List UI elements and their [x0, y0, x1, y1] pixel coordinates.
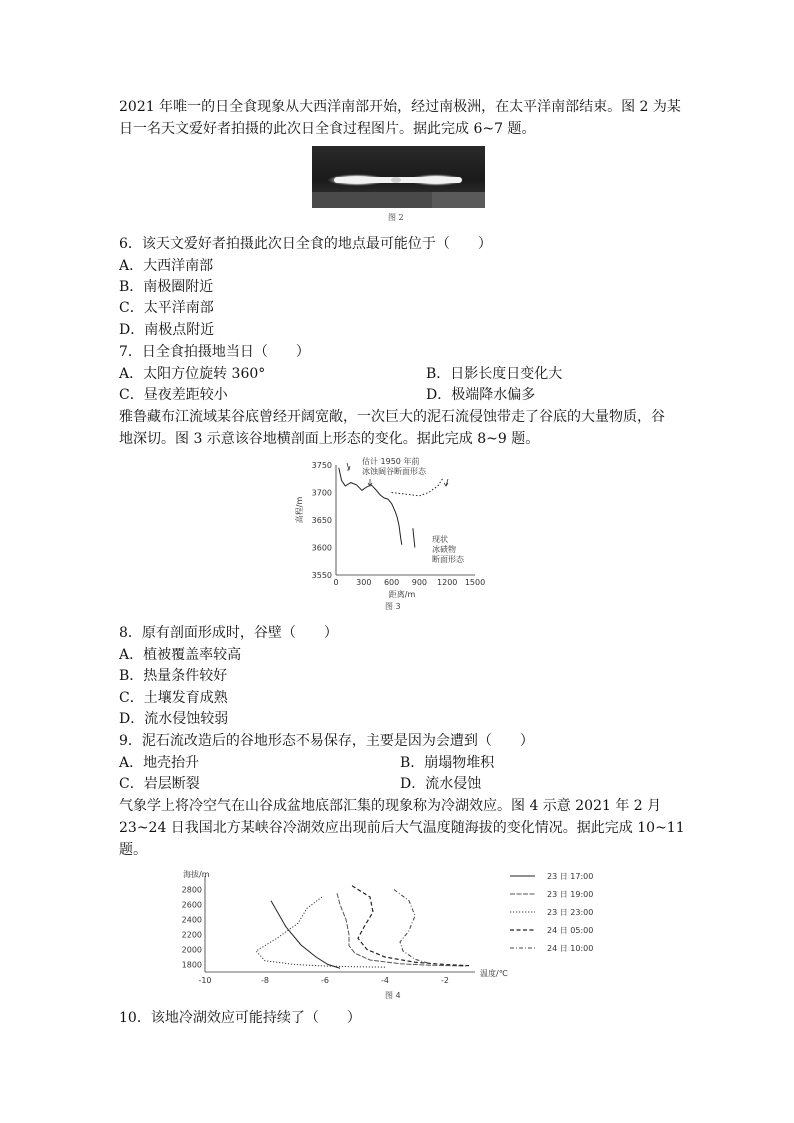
intro3-line1: 气象学上将冷空气在山谷成盆地底部汇集的现象称为冷湖效应。图 4 示意 2021 年 2 月	[119, 798, 662, 814]
fig4-xtick-label: -6	[321, 976, 329, 985]
q7-option-b: B．日影长度日变化大	[426, 366, 563, 382]
q6-option-c: C．太平洋南部	[119, 300, 214, 316]
fig4-xtick-label: -10	[198, 976, 212, 985]
fig3-label-now-2: 冰碛物	[432, 545, 456, 554]
q6-stem: 6．该天文爱好者拍摄此次日全食的地点最可能位于（ ）	[119, 236, 492, 252]
intro1-line2: 日一名天文爱好者拍摄的此次日全食过程图片。据此完成 6~7 题。	[119, 121, 536, 137]
q9-stem: 9．泥石流改造后的谷地形态不易保存，主要是因为会遭到（ ）	[119, 733, 534, 749]
fig4-ytick-label: 2800	[181, 885, 202, 895]
q9-option-a: A．地壳抬升	[119, 755, 200, 771]
fig3-caption: 图 3	[385, 602, 401, 611]
fig4-ytick-label: 2200	[181, 930, 202, 940]
fig4-ytick-label: 1800	[181, 960, 202, 970]
q6-option-d: D．南极点附近	[119, 322, 215, 338]
fig4-legend-label: 24 日 10:00	[547, 944, 594, 953]
fig3-xtick-label: 900	[411, 578, 428, 587]
q7-stem: 7．日全食拍摄地当日（ ）	[119, 344, 310, 360]
fig4-xlabel: 温度/℃	[480, 969, 508, 978]
fig4-legend-label: 23 日 19:00	[547, 890, 594, 899]
arrow-marker-1	[347, 463, 350, 470]
q8-stem: 8．原有剖面形成时，谷壁（ ）	[119, 625, 338, 641]
arrow-marker-3	[444, 479, 448, 486]
intro2-line1: 雅鲁藏布江流域某谷底曾经开阔宽敞，一次巨大的泥石流侵蚀带走了谷底的大量物质，谷	[119, 409, 665, 425]
fig3-ylabel: 高程/m	[295, 496, 304, 524]
fig3-ytick-label: 3600	[311, 543, 332, 553]
q8-option-b: B．热量条件较好	[119, 668, 228, 684]
fig3-xtick-label: 600	[383, 578, 400, 587]
fig4-series-line-5	[394, 890, 433, 965]
fig4-xtick-label: -2	[441, 976, 449, 985]
intro1-line1: 2021 年唯一的日全食现象从大西洋南部开始，经过南极洲，在太平洋南部结束。图 2 为某	[119, 99, 681, 115]
fig4-ytick-label: 2600	[181, 900, 202, 910]
fig3-xtick-label: 1200	[437, 578, 458, 587]
fig2-caption: 图 2	[388, 213, 404, 222]
fig4-chart	[175, 864, 615, 1004]
fig3-xtick-label: 0	[333, 578, 339, 587]
fig4-xtick-label: -8	[261, 976, 269, 985]
q7-option-c: C．昼夜差距较小	[119, 387, 228, 403]
fig4-legend-label: 23 日 23:00	[547, 908, 594, 917]
q7-option-d: D．极端降水偏多	[426, 387, 536, 403]
fig3-line-past-profile	[392, 479, 443, 496]
fig3-xlabel: 距离/m	[388, 590, 416, 599]
fig3-line-current-profile-lower	[413, 528, 415, 547]
q8-option-a: A．植被覆盖率较高	[119, 647, 242, 663]
eclipse-photo	[312, 146, 485, 208]
fig4-ylabel: 海拔/m	[183, 870, 210, 879]
q6-option-a: A．大西洋南部	[119, 258, 214, 274]
fig3-label-now-3: 断面形态	[432, 555, 464, 564]
fig4-legend-label: 23 日 17:00	[547, 872, 594, 881]
q8-option-d: D．流水侵蚀较弱	[119, 711, 229, 727]
fig3-chart	[290, 455, 500, 615]
fig3-ytick-label: 3700	[311, 488, 332, 498]
q8-option-c: C．土壤发育成熟	[119, 690, 228, 706]
fig3-label-past-2: 冰蚀阔谷断面形态	[362, 467, 426, 476]
fig3-ytick-label: 3750	[311, 461, 332, 470]
intro2-line2: 地深切。图 3 示意该谷地横剖面上形态的变化。据此完成 8~9 题。	[119, 431, 540, 447]
fig4-xtick-label: -4	[381, 976, 389, 985]
fig3-xtick-label: 300	[356, 578, 372, 587]
q9-option-d: D．流水侵蚀	[400, 776, 482, 792]
intro3-line3: 题。	[119, 842, 147, 858]
intro3-line2: 23~24 日我国北方某峡谷冷湖效应出现前后大气温度随海拔的变化情况。据此完成 10~11	[119, 820, 685, 836]
q6-option-b: B．南极圈附近	[119, 279, 214, 295]
fig4-caption: 图 4	[385, 991, 401, 1000]
fig3-ytick-label: 3550	[311, 571, 332, 580]
q7-option-a: A．太阳方位旋转 360°	[119, 366, 266, 382]
fig4-legend-label: 24 日 05:00	[547, 926, 594, 935]
fig4-ytick-label: 2400	[181, 915, 202, 925]
fig4-series-line-2	[337, 893, 466, 966]
q9-option-c: C．岩层断裂	[119, 776, 200, 792]
fig3-label-past-1: 估计 1950 年前	[362, 457, 420, 466]
fig3-label-now-1: 现状	[432, 535, 448, 544]
fig3-xtick-label: 1500	[464, 578, 486, 587]
q9-option-b: B．崩塌物堆积	[400, 755, 495, 771]
q10-stem: 10．该地冷湖效应可能持续了（ ）	[119, 1010, 361, 1026]
fig4-ytick-label: 2000	[181, 945, 202, 955]
fig3-ytick-label: 3650	[311, 516, 332, 525]
